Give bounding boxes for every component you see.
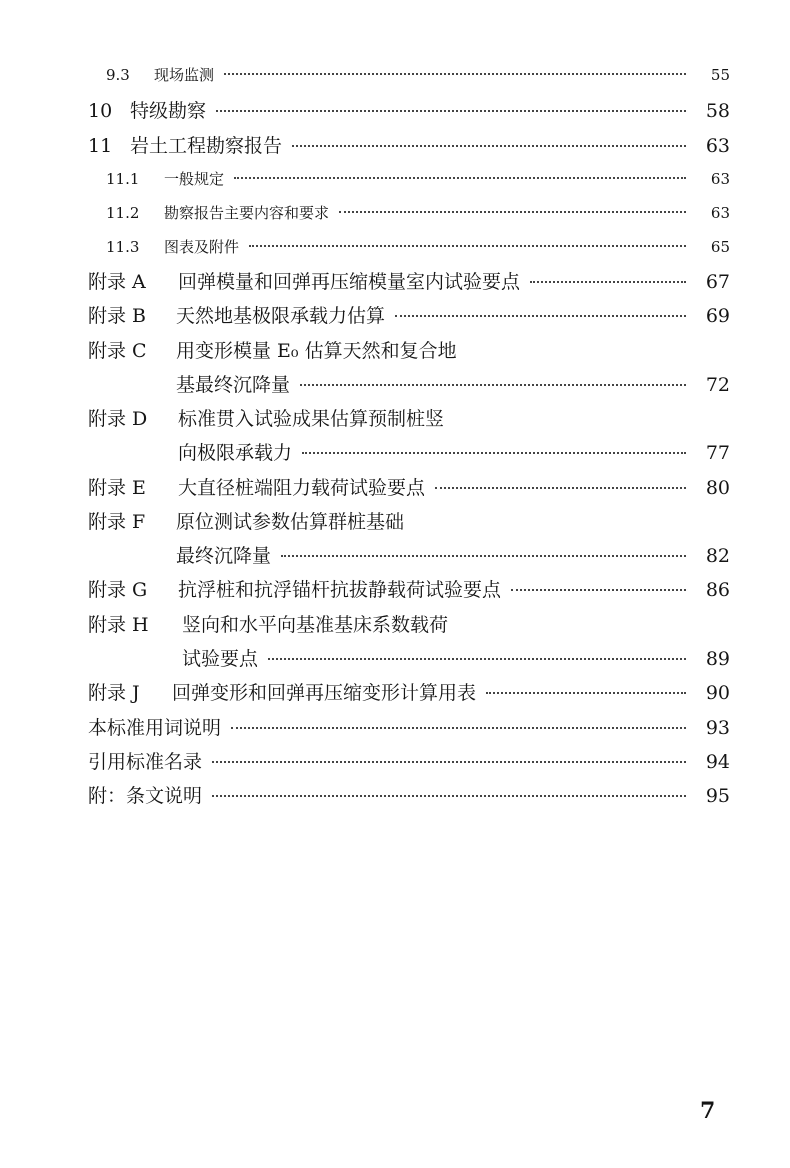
toc-entry-title: 勘察报告主要内容和要求 xyxy=(164,204,330,222)
page-number: 7 xyxy=(700,1098,716,1124)
toc-entry-number: 11.2 xyxy=(106,204,140,222)
toc-entry-title: 原位测试参数估算群桩基础 xyxy=(176,511,405,533)
toc-entry-number: 11.1 xyxy=(106,170,140,188)
dot-leader xyxy=(231,727,686,729)
toc-entry-title-continued: 向极限承载力 xyxy=(178,442,293,464)
toc-entry-page: 93 xyxy=(705,717,730,739)
toc-entry-title: 本标准用词说明 xyxy=(88,717,222,739)
toc-entry-page: 63 xyxy=(710,170,730,188)
dot-leader xyxy=(212,795,686,797)
dot-leader xyxy=(249,245,686,247)
toc-entry-page: 89 xyxy=(705,648,730,670)
dot-leader xyxy=(268,658,686,660)
toc-entry-page: 94 xyxy=(705,751,730,773)
toc-entry-title: 图表及附件 xyxy=(164,238,240,256)
toc-entry-title: 附：条文说明 xyxy=(88,785,203,807)
dot-leader xyxy=(435,487,686,489)
toc-entry-page: 80 xyxy=(705,477,730,499)
toc-entry-title: 天然地基极限承载力估算 xyxy=(176,305,386,327)
toc-entry-title: 大直径桩端阻力载荷试验要点 xyxy=(178,477,426,499)
dot-leader xyxy=(224,73,686,75)
dot-leader xyxy=(281,555,686,557)
toc-entry-page: 58 xyxy=(705,100,730,122)
toc-entry-11-1[interactable] xyxy=(106,168,730,189)
toc-entry-number: 10 xyxy=(88,100,113,122)
toc-entry-page: 55 xyxy=(710,66,730,84)
toc-entry-page: 82 xyxy=(705,545,730,567)
toc-entry-page: 63 xyxy=(710,204,730,222)
toc-entry-11[interactable] xyxy=(88,131,730,158)
toc-entry-referenced-standards[interactable] xyxy=(88,747,730,774)
toc-entry-number: 附录 D xyxy=(88,408,148,430)
toc-entry-number: 11.3 xyxy=(106,238,140,256)
toc-entry-title-continued: 试验要点 xyxy=(182,648,259,670)
toc-entry-page: 86 xyxy=(705,579,730,601)
toc-entry-title: 抗浮桩和抗浮锚杆抗拔静载荷试验要点 xyxy=(178,579,502,601)
dot-leader xyxy=(300,384,686,386)
toc-entry-appendix-j[interactable] xyxy=(88,678,730,705)
toc-entry-page: 72 xyxy=(705,374,730,396)
dot-leader xyxy=(212,761,686,763)
toc-entry-appendix-c-continuation[interactable] xyxy=(176,370,730,397)
toc-entry-number: 附录 C xyxy=(88,340,147,362)
toc-entry-appendix-f[interactable] xyxy=(88,507,730,534)
toc-entry-page: 67 xyxy=(705,271,730,293)
toc-entry-title: 竖向和水平向基准基床系数载荷 xyxy=(182,614,449,636)
toc-entry-title: 回弹变形和回弹再压缩变形计算用表 xyxy=(172,682,477,704)
dot-leader xyxy=(511,589,686,591)
dot-leader xyxy=(302,452,686,454)
toc-entry-title: 用变形模量 E₀ 估算天然和复合地 xyxy=(176,340,457,362)
toc-entry-number: 附录 E xyxy=(88,477,146,499)
toc-entry-appendix-f-continuation[interactable] xyxy=(176,541,730,568)
dot-leader xyxy=(339,211,686,213)
toc-entry-page: 95 xyxy=(705,785,730,807)
toc-entry-title: 岩土工程勘察报告 xyxy=(130,135,283,157)
dot-leader xyxy=(216,110,686,112)
toc-entry-title: 现场监测 xyxy=(154,66,215,84)
toc-entry-appendix-a[interactable] xyxy=(88,267,730,294)
toc-entry-page: 69 xyxy=(705,305,730,327)
toc-entry-appendix-h-continuation[interactable] xyxy=(182,644,730,671)
toc-entry-title-continued: 基最终沉降量 xyxy=(176,374,291,396)
toc-entry-number: 附录 J xyxy=(88,682,140,704)
toc-entry-page: 77 xyxy=(705,442,730,464)
toc-entry-explanation[interactable] xyxy=(88,781,730,808)
toc-entry-number: 附录 F xyxy=(88,511,146,533)
toc-entry-11-2[interactable] xyxy=(106,202,730,223)
toc-entry-title: 一般规定 xyxy=(164,170,225,188)
dot-leader xyxy=(292,145,686,147)
toc-entry-9-3[interactable] xyxy=(106,64,730,85)
toc-entry-appendix-g[interactable] xyxy=(88,575,730,602)
toc-entry-page: 65 xyxy=(710,238,730,256)
toc-entry-number: 附录 G xyxy=(88,579,148,601)
dot-leader xyxy=(530,281,686,283)
toc-entry-number: 附录 B xyxy=(88,305,147,327)
toc-entry-number: 11 xyxy=(88,135,113,157)
toc-entry-11-3[interactable] xyxy=(106,236,730,257)
toc-entry-page: 63 xyxy=(705,135,730,157)
dot-leader xyxy=(234,177,686,179)
toc-entry-page: 90 xyxy=(705,682,730,704)
toc-entry-title: 标准贯入试验成果估算预制桩竖 xyxy=(178,408,445,430)
toc-entry-appendix-d[interactable] xyxy=(88,404,730,431)
dot-leader xyxy=(486,692,686,694)
toc-entry-appendix-c[interactable] xyxy=(88,336,730,363)
toc-entry-terminology[interactable] xyxy=(88,713,730,740)
toc-entry-10[interactable] xyxy=(88,96,730,123)
toc-entry-title: 特级勘察 xyxy=(130,100,207,122)
toc-entry-title: 回弹模量和回弹再压缩模量室内试验要点 xyxy=(178,271,521,293)
toc-entry-number: 附录 A xyxy=(88,271,146,293)
dot-leader xyxy=(395,315,686,317)
toc-entry-appendix-h[interactable] xyxy=(88,610,730,637)
toc-entry-number: 附录 H xyxy=(88,614,149,636)
toc-entry-appendix-d-continuation[interactable] xyxy=(178,438,730,465)
toc-entry-number: 9.3 xyxy=(106,66,130,84)
toc-entry-appendix-b[interactable] xyxy=(88,301,730,328)
toc-entry-appendix-e[interactable] xyxy=(88,473,730,500)
toc-entry-title: 引用标准名录 xyxy=(88,751,203,773)
toc-entry-title-continued: 最终沉降量 xyxy=(176,545,272,567)
